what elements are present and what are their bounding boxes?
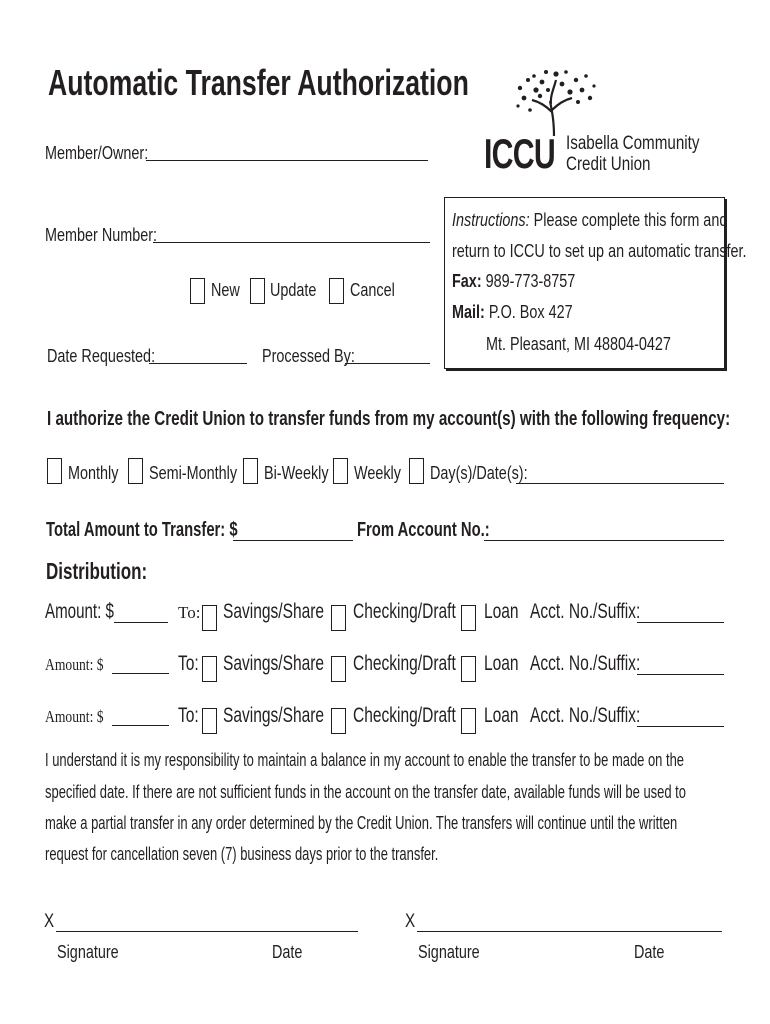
date-label: Date — [272, 942, 303, 962]
total-amount-label: Total Amount to Transfer: $ — [46, 519, 238, 541]
loan-checkbox[interactable] — [461, 708, 476, 734]
date-requested-field[interactable] — [149, 363, 247, 364]
authorize-statement: I authorize the Credit Union to transfer funds from my account(s) with the following frequency: — [47, 408, 731, 430]
new-checkbox[interactable] — [190, 278, 205, 304]
form-title: Automatic Transfer Authorization — [48, 62, 469, 103]
acct-suffix-field[interactable] — [637, 726, 724, 727]
update-checkbox[interactable] — [250, 278, 265, 304]
to-label: To: — [178, 704, 199, 727]
savings-label: Savings/Share — [223, 600, 325, 623]
date-requested-label: Date Requested: — [47, 346, 156, 366]
processed-by-label: Processed By: — [262, 346, 355, 366]
disclaimer-line1: I understand it is my responsibility to maintain a balance in my account to enable the transfer to be made on the — [45, 750, 685, 770]
signature-label: Signature — [418, 942, 480, 962]
checking-checkbox[interactable] — [331, 708, 346, 734]
cancel-label: Cancel — [350, 280, 395, 300]
disclaimer-line2: specified date. If there are not sufficient funds in the account on the transfer date, available funds will be used to — [45, 782, 686, 802]
to-label: To: — [178, 603, 201, 622]
savings-checkbox[interactable] — [202, 605, 217, 631]
update-label: Update — [270, 280, 317, 300]
checking-label: Checking/Draft — [353, 600, 456, 623]
checking-label: Checking/Draft — [353, 652, 456, 675]
checking-label: Checking/Draft — [353, 704, 456, 727]
savings-label: Savings/Share — [223, 704, 325, 727]
checking-checkbox[interactable] — [331, 656, 346, 682]
monthly-checkbox[interactable] — [47, 458, 62, 484]
cancel-checkbox[interactable] — [329, 278, 344, 304]
logo-name: Isabella Community Credit Union — [566, 133, 700, 175]
amount-label: Amount: $ — [45, 600, 114, 623]
processed-by-field[interactable] — [345, 363, 430, 364]
savings-checkbox[interactable] — [202, 708, 217, 734]
acct-suffix-label: Acct. No./Suffix: — [530, 600, 641, 623]
to-label: To: — [178, 652, 199, 675]
disclaimer-line4: request for cancellation seven (7) business days prior to the transfer. — [45, 844, 439, 864]
from-account-field[interactable] — [484, 540, 724, 541]
savings-checkbox[interactable] — [202, 656, 217, 682]
signature-line-1[interactable] — [56, 931, 358, 932]
instructions-line2: return to ICCU to set up an automatic transfer. — [452, 241, 747, 261]
amount-label: Amount: $ — [45, 707, 104, 726]
savings-label: Savings/Share — [223, 652, 325, 675]
new-label: New — [211, 280, 240, 300]
signature-line-2[interactable] — [417, 931, 722, 932]
acct-suffix-label: Acct. No./Suffix: — [530, 704, 641, 727]
mail-line: Mail: P.O. Box 427 — [452, 302, 573, 322]
monthly-label: Monthly — [68, 463, 119, 483]
days-dates-label: Day(s)/Date(s): — [430, 463, 528, 483]
fax-line: Fax: 989-773-8757 — [452, 271, 576, 291]
from-account-label: From Account No.: — [357, 519, 490, 541]
member-number-field[interactable] — [153, 242, 430, 243]
total-amount-field[interactable] — [233, 540, 353, 541]
loan-checkbox[interactable] — [461, 656, 476, 682]
signature-x-mark: X — [44, 911, 55, 932]
disclaimer-line3: make a partial transfer in any order determined by the Credit Union. The transfers will continue until the written — [45, 813, 678, 833]
days-dates-checkbox[interactable] — [409, 458, 424, 484]
mail-line2: Mt. Pleasant, MI 48804-0427 — [486, 334, 671, 354]
loan-checkbox[interactable] — [461, 605, 476, 631]
distribution-heading: Distribution: — [46, 558, 148, 584]
amount-field[interactable] — [112, 725, 169, 726]
loan-label: Loan — [484, 600, 519, 623]
semi-monthly-checkbox[interactable] — [128, 458, 143, 484]
semi-monthly-label: Semi-Monthly — [149, 463, 238, 483]
tree-logo-icon — [510, 66, 600, 138]
acct-suffix-label: Acct. No./Suffix: — [530, 652, 641, 675]
date-label: Date — [634, 942, 665, 962]
weekly-label: Weekly — [354, 463, 401, 483]
loan-label: Loan — [484, 704, 519, 727]
member-owner-field[interactable] — [146, 160, 428, 161]
member-owner-label: Member/Owner: — [45, 143, 149, 163]
weekly-checkbox[interactable] — [333, 458, 348, 484]
bi-weekly-checkbox[interactable] — [243, 458, 258, 484]
member-number-label: Member Number: — [45, 225, 158, 245]
checking-checkbox[interactable] — [331, 605, 346, 631]
amount-label: Amount: $ — [45, 655, 104, 674]
amount-field[interactable] — [114, 622, 168, 623]
logo-acronym: ICCU — [484, 130, 556, 177]
days-dates-field[interactable] — [516, 483, 724, 484]
acct-suffix-field[interactable] — [637, 674, 724, 675]
acct-suffix-field[interactable] — [637, 622, 724, 623]
signature-x-mark: X — [405, 911, 416, 932]
signature-label: Signature — [57, 942, 119, 962]
loan-label: Loan — [484, 652, 519, 675]
amount-field[interactable] — [112, 673, 169, 674]
bi-weekly-label: Bi-Weekly — [264, 463, 329, 483]
instructions-line1: Instructions: Please complete this form and — [452, 210, 728, 230]
